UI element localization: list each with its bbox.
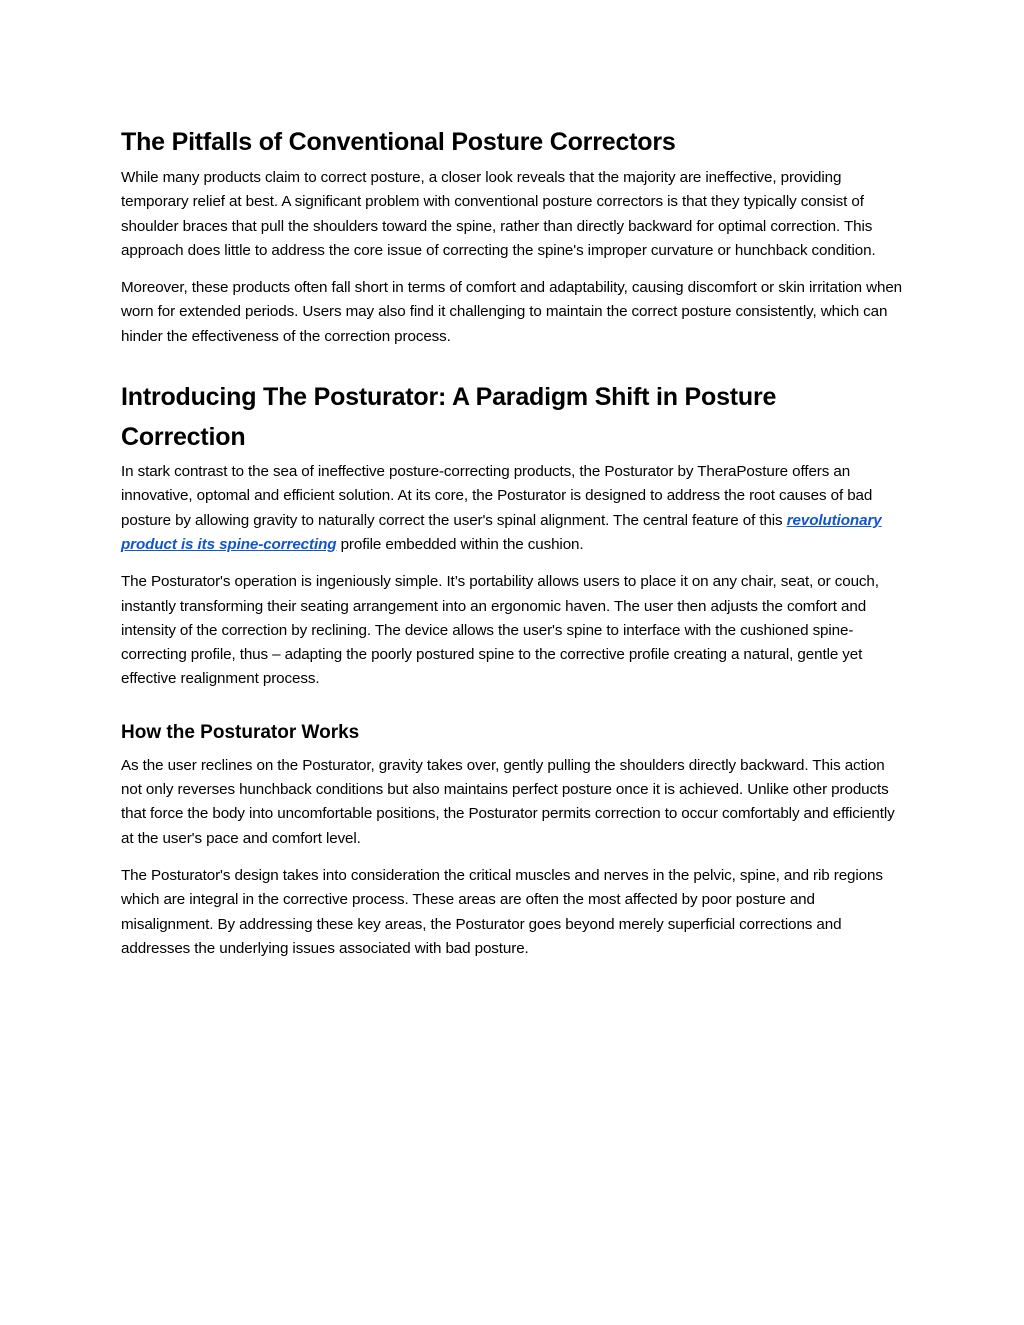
paragraph-introducing-1 — [121, 460, 907, 557]
section-heading-how-it-works: How the Posturator Works — [121, 721, 360, 743]
paragraph-how-2: The Posturator's design takes into consideration the critical muscles and nerves in the pelvic, spine, and rib regions which are integral in the corrective process. These areas are often the most affected by poor posture and misalignment. By addressing these key areas, the Posturator goes beyond merely superficial corrections and addresses the underlying issues associated with bad posture. — [121, 866, 883, 957]
section-heading-pitfalls: The Pitfalls of Conventional Posture Correctors — [121, 128, 676, 156]
paragraph-text-after-link: profile embedded within the cushion. — [336, 535, 584, 553]
section-heading-introducing: Introducing The Posturator: A Paradigm Shift in Posture Correction — [121, 383, 777, 452]
paragraph-pitfalls-2: Moreover, these products often fall short in terms of comfort and adaptability, causing discomfort or skin irritation when worn for extended periods. Users may also find it challenging to maintain the correct posture consistently, which can hinder the effectiveness of the correction process. — [121, 279, 903, 345]
inline-link[interactable]: revolutionary product is its spine-correcting — [121, 511, 882, 553]
paragraph-text-before-link: In stark contrast to the sea of ineffective posture-correcting products, the Posturator by TheraPosture offers an innovative, optomal and efficient solution. At its core, the Posturator is designed to address the root causes of bad posture by allowing gravity to naturally correct the user's spinal alignment. The central feature of this — [121, 463, 873, 529]
paragraph-how-1: As the user reclines on the Posturator, gravity takes over, gently pulling the shoulders directly backward. This action not only reverses hunchback conditions but also maintains perfect posture once it is achieved. Unlike other products that force the body into uncomfortable positions, the Posturator permits correction to occur comfortably and efficiently at the user's pace and comfort level. — [121, 756, 895, 847]
document-body — [121, 122, 907, 961]
paragraph-pitfalls-1: While many products claim to correct posture, a closer look reveals that the majority are ineffective, providing temporary relief at best. A significant problem with conventional posture correctors is that they typically consist of shoulder braces that pull the shoulders toward the spine, rather than directly backward for optimal correction. This approach does little to address the core issue of correcting the spine's improper curvature or hunchback condition. — [121, 169, 876, 259]
paragraph-introducing-2: The Posturator's operation is ingeniously simple. It’s portability allows users to place it on any chair, seat, or couch, instantly transforming their seating arrangement into an ergonomic haven. The user then adjusts the comfort and intensity of the correction by reclining. The device allows the user's spine to interface with the cushioned spine-correcting profile, thus – adapting the poorly postured spine to the corrective profile creating a natural, gentle yet effective realignment process. — [121, 573, 879, 688]
